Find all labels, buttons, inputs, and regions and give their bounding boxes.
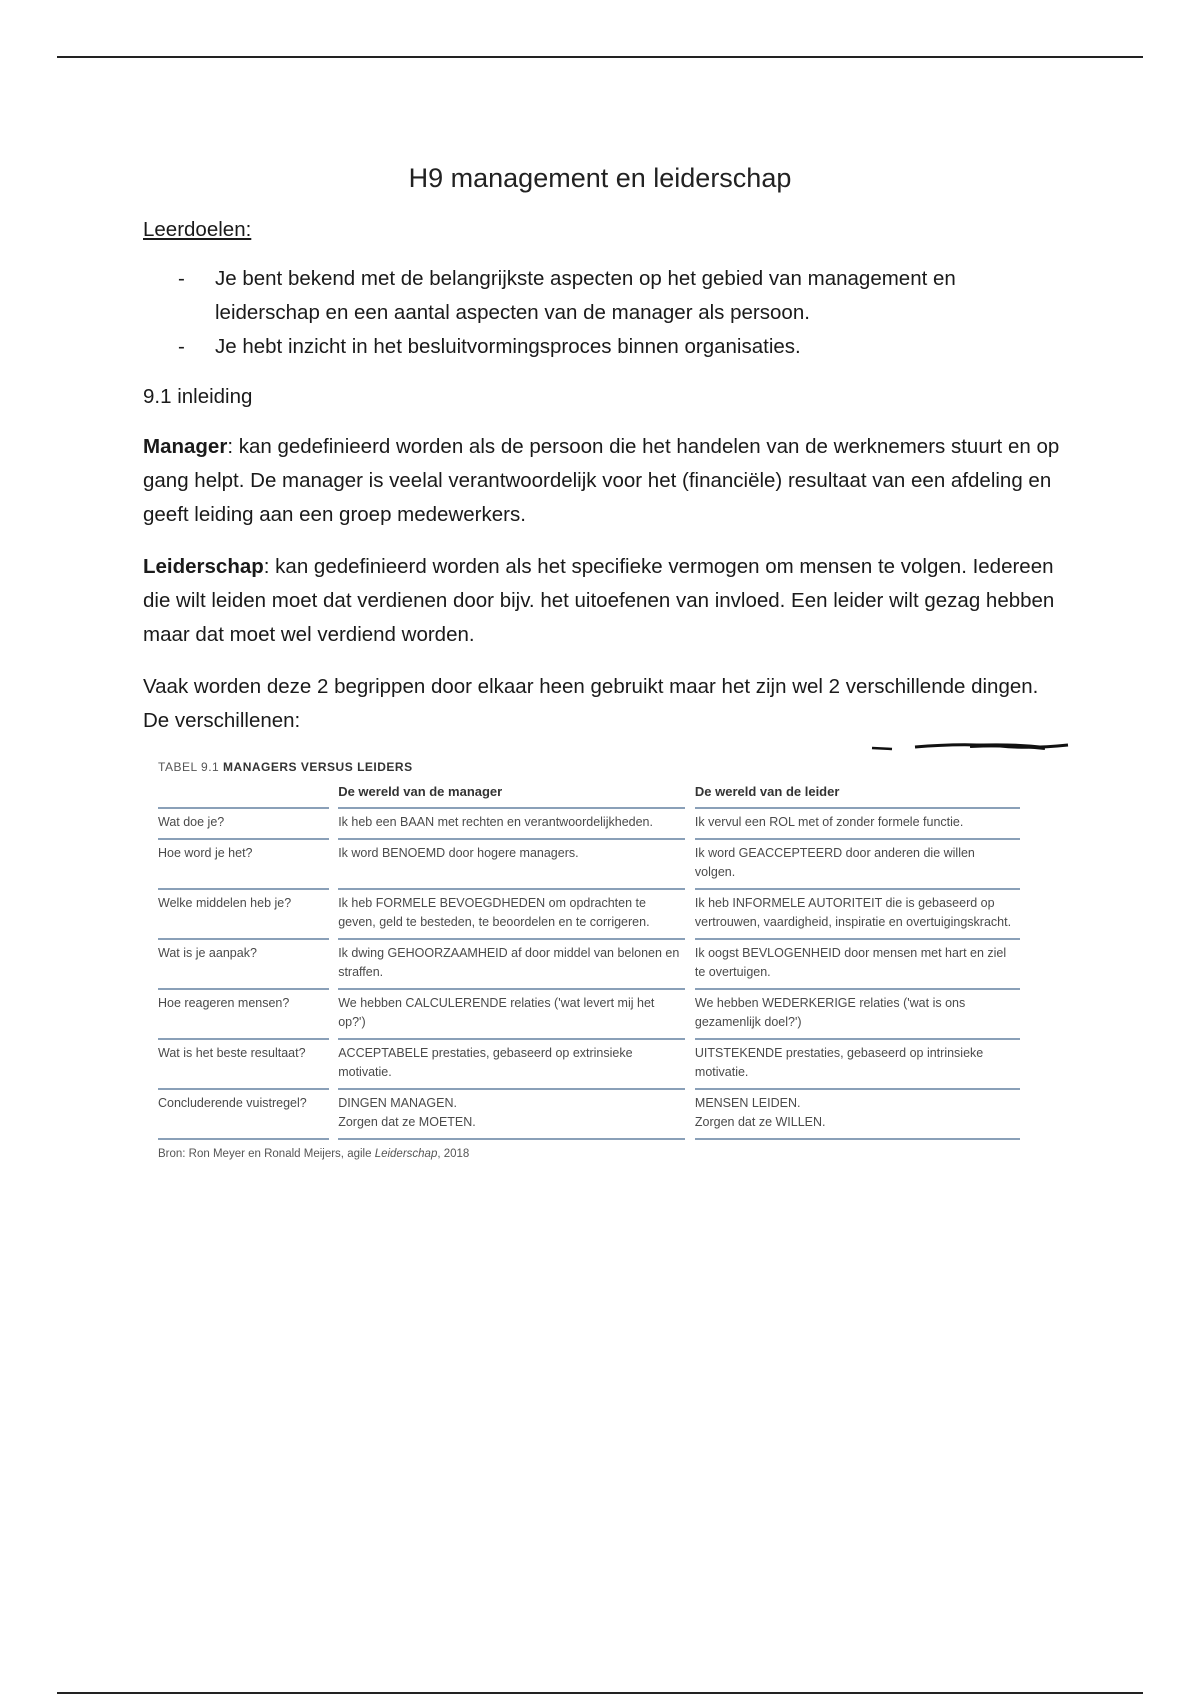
managers-vs-leaders-table (158, 760, 1020, 1160)
list-item (143, 330, 1043, 364)
table-caption-title: MANAGERS VERSUS LEIDERS (223, 760, 413, 774)
manager-cell: Ik heb FORMELE BEVOEGDHEDEN om opdrachten te geven, geld te besteden, te beoordelen en te corrigeren. (338, 890, 685, 940)
manager-cell: We hebben CALCULERENDE relaties ('wat levert mij het op?') (338, 990, 685, 1040)
table-row (158, 990, 1020, 1040)
manager-paragraph (143, 430, 1063, 532)
column-header-manager: De wereld van de manager (338, 778, 685, 809)
leader-cell: Ik heb INFORMELE AUTORITEIT die is gebaseerd op vertrouwen, vaardigheid, inspiratie en overtuigingskracht. (695, 890, 1020, 940)
learning-goals-list (143, 262, 1043, 364)
row-question: Wat is je aanpak? (158, 940, 329, 990)
section-heading: 9.1 inleiding (143, 385, 253, 408)
table-header-row (158, 778, 1020, 809)
leader-cell: Ik word GEACCEPTEERD door anderen die willen volgen. (695, 840, 1020, 890)
leader-cell: Ik vervul een ROL met of zonder formele functie. (695, 809, 1020, 840)
row-question: Welke middelen heb je? (158, 890, 329, 940)
manager-cell: ACCEPTABELE prestaties, gebaseerd op extrinsieke motivatie. (338, 1040, 685, 1090)
list-item (143, 262, 1043, 330)
column-header (158, 778, 329, 809)
table-caption (158, 760, 1020, 774)
source-suffix: , 2018 (437, 1148, 470, 1160)
list-bullet: - (178, 335, 185, 358)
manager-definition: : kan gedefinieerd worden als de persoon die het handelen van de werknemers stuurt en op gang helpt. De manager is veelal verantwoordelijk voor het (financiële) resultaat van een afdeling en geeft leiding aan een groep medewerkers. (143, 435, 1060, 526)
list-bullet: - (178, 267, 185, 290)
leadership-definition: : kan gedefinieerd worden als het specifieke vermogen om mensen te volgen. Iedereen die wilt leiden moet dat verdienen door bijv. het uitoefenen van invloed. Een leider wilt gezag hebben maar dat moet wel verdiend worden. (143, 555, 1055, 646)
list-item-text: Je hebt inzicht in het besluitvormingsproces binnen organisaties. (215, 335, 801, 358)
footer-rule (57, 1692, 1143, 1694)
learning-goals-heading: Leerdoelen: (143, 218, 252, 241)
row-question: Wat doe je? (158, 809, 329, 840)
row-question: Concluderende vuistregel? (158, 1090, 329, 1140)
leader-cell: Ik oogst BEVLOGENHEID door mensen met hart en ziel te overtuigen. (695, 940, 1020, 990)
manager-cell: Ik word BENOEMD door hogere managers. (338, 840, 685, 890)
comparison-table (158, 778, 1020, 1140)
manager-term: Manager (143, 435, 228, 458)
table-row (158, 840, 1020, 890)
manager-cell: DINGEN MANAGEN. Zorgen dat ze MOETEN. (338, 1090, 685, 1140)
leadership-paragraph (143, 550, 1063, 652)
leader-cell: MENSEN LEIDEN. Zorgen dat ze WILLEN. (695, 1090, 1020, 1140)
column-header-leader: De wereld van de leider (695, 778, 1020, 809)
row-question: Wat is het beste resultaat? (158, 1040, 329, 1090)
pen-scribble-mark (870, 740, 1070, 754)
source-title: Leiderschap (374, 1148, 438, 1160)
row-question: Hoe reageren mensen? (158, 990, 329, 1040)
table-row (158, 1090, 1020, 1140)
list-item-text: Je bent bekend met de belangrijkste aspecten op het gebied van management en leiderschap en een aantal aspecten van de manager als persoon. (215, 267, 956, 324)
table-row (158, 940, 1020, 990)
header-rule (57, 56, 1143, 58)
table-row (158, 890, 1020, 940)
source-prefix: Bron: Ron Meyer en Ronald Meijers, agile (158, 1148, 375, 1160)
leader-cell: We hebben WEDERKERIGE relaties ('wat is ons gezamenlijk doel?') (695, 990, 1020, 1040)
table-caption-number: TABEL 9.1 (158, 760, 220, 774)
leadership-term: Leiderschap (143, 555, 264, 578)
manager-cell: Ik dwing GEHOORZAAMHEID af door middel van belonen en straffen. (338, 940, 685, 990)
table-row (158, 1040, 1020, 1090)
leader-cell: UITSTEKENDE prestaties, gebaseerd op intrinsieke motivatie. (695, 1040, 1020, 1090)
page-title: H9 management en leiderschap (408, 163, 792, 193)
table-source (158, 1148, 1020, 1160)
difference-paragraph: Vaak worden deze 2 begrippen door elkaar heen gebruikt maar het zijn wel 2 verschillende dingen. De verschillenen: (143, 675, 1039, 732)
row-question: Hoe word je het? (158, 840, 329, 890)
manager-cell: Ik heb een BAAN met rechten en verantwoordelijkheden. (338, 809, 685, 840)
table-row (158, 809, 1020, 840)
